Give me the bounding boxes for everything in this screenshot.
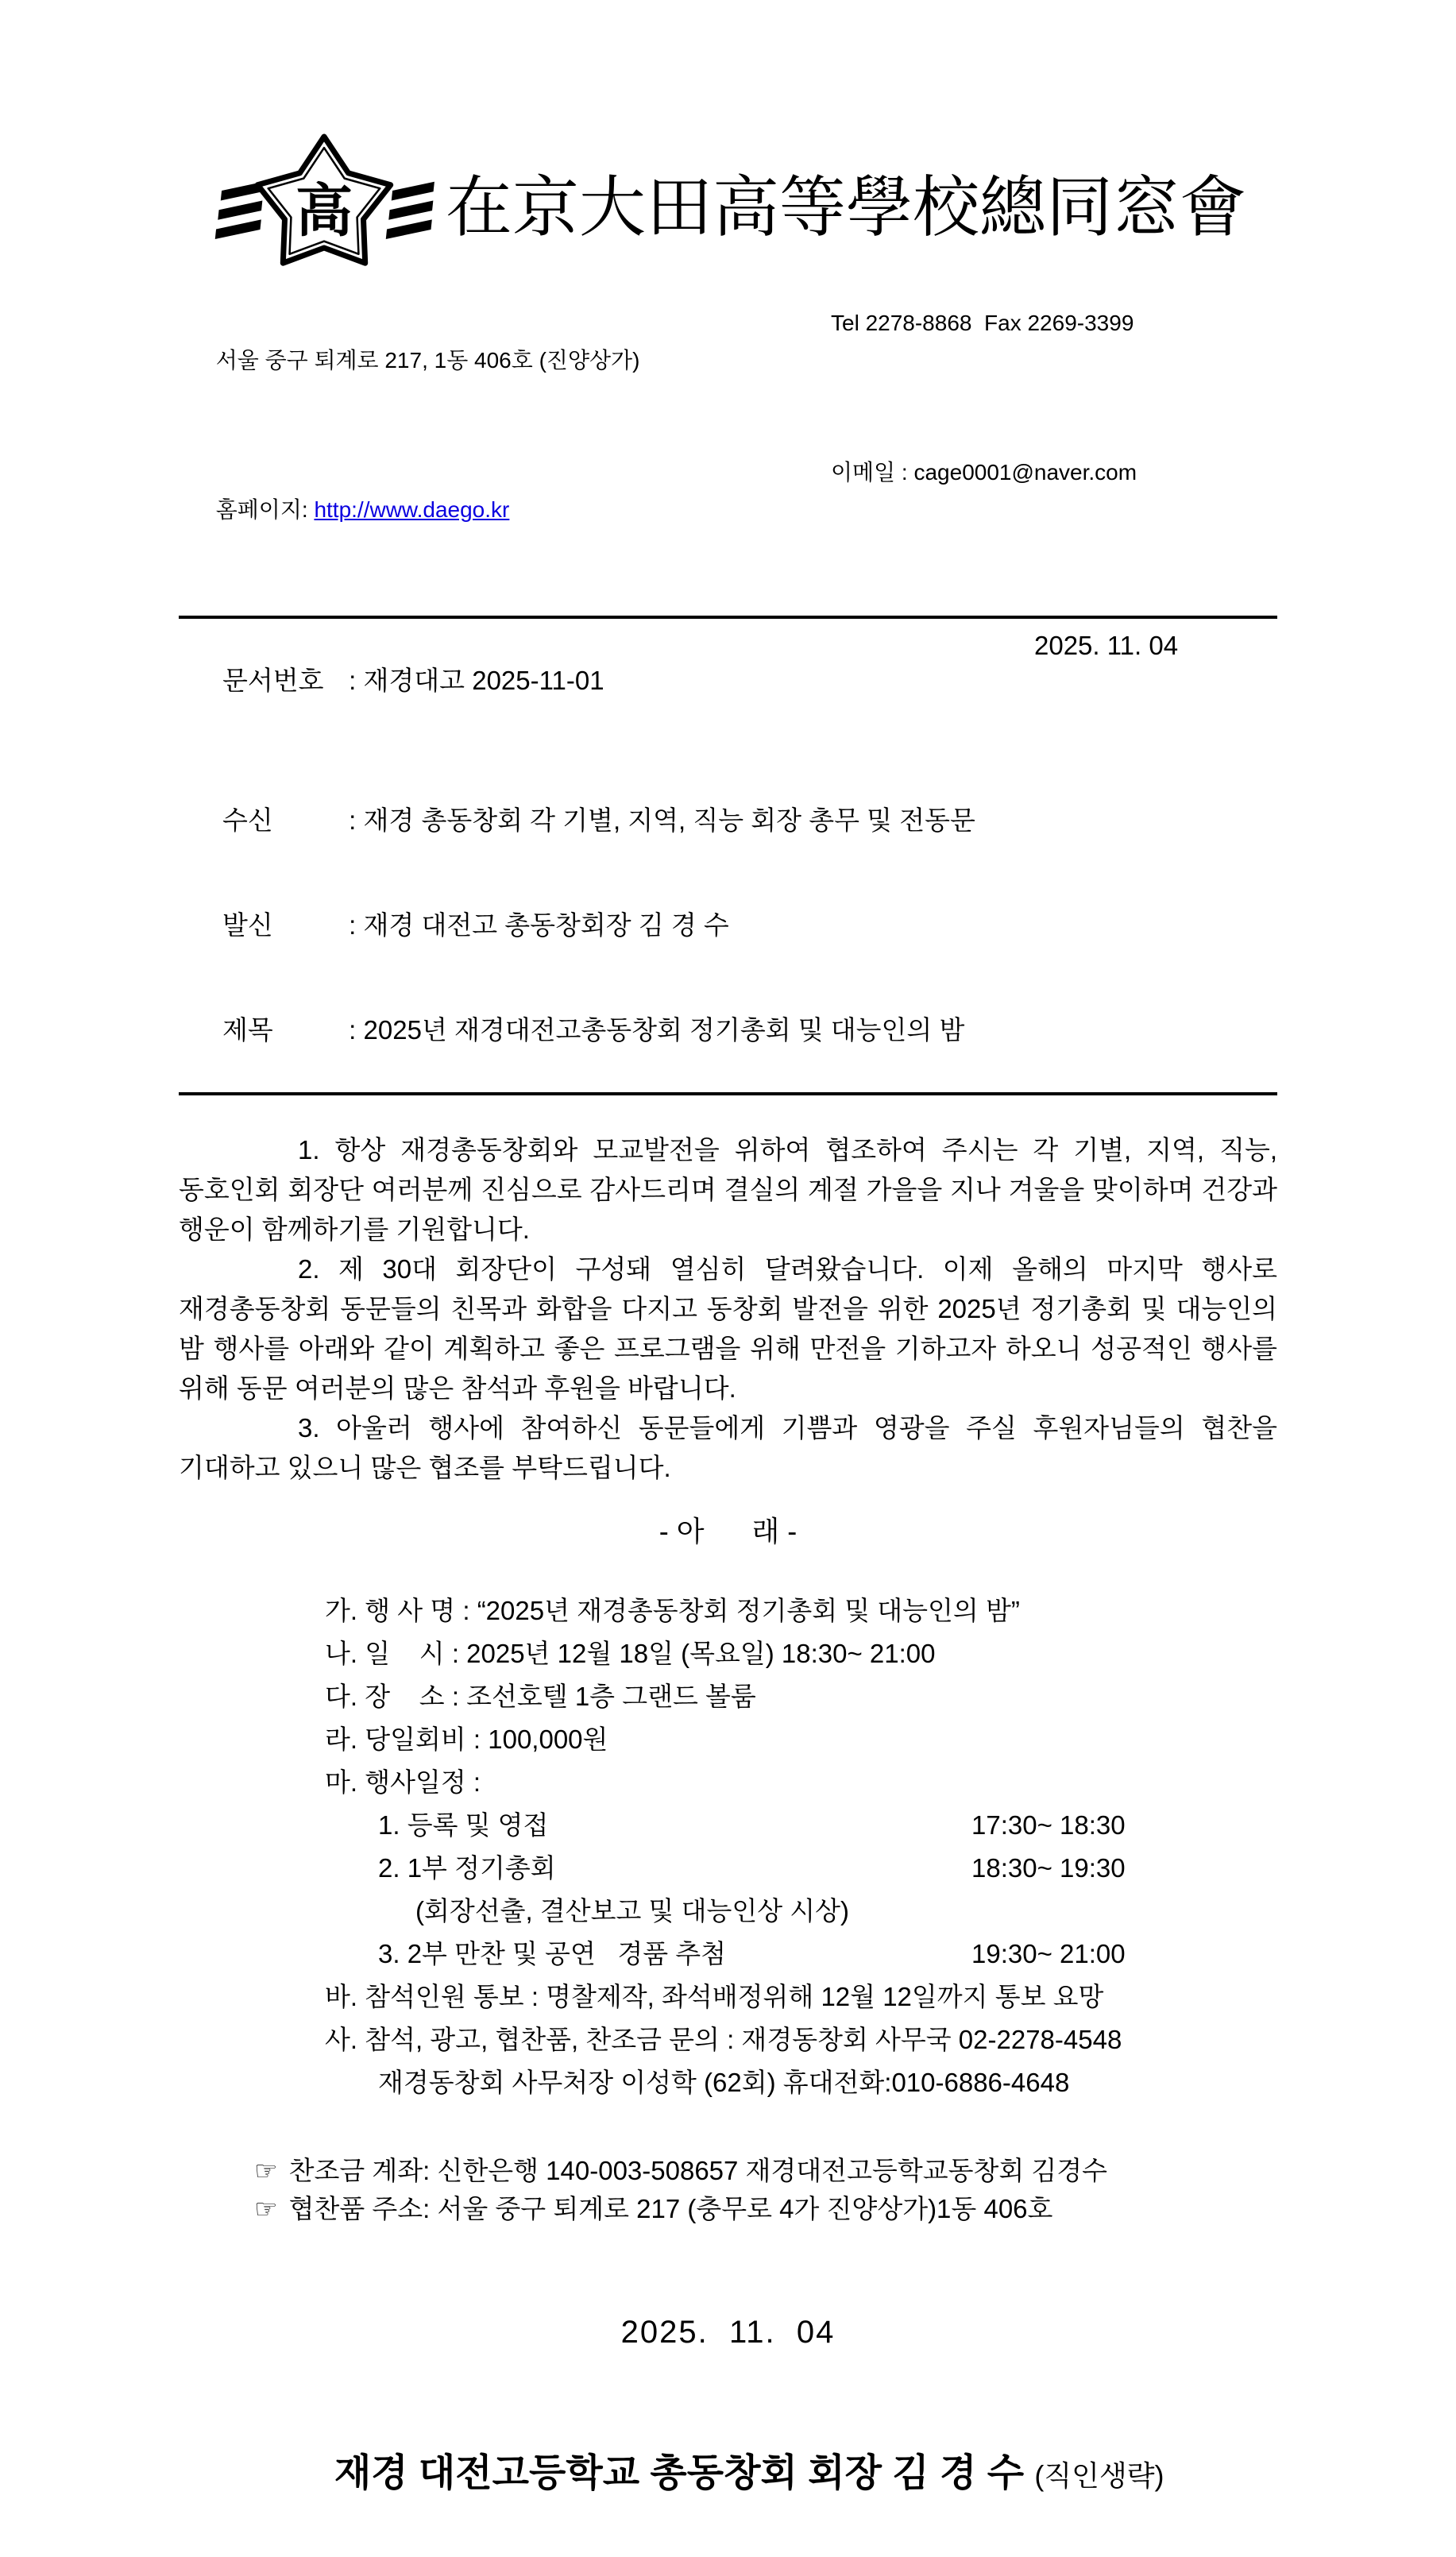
detail-text: 1. 등록 및 영접 <box>378 1810 549 1840</box>
divider-bottom <box>179 1092 1277 1095</box>
meta-value-subject: 2025년 재경대전고총동창회 정기총회 및 대능인의 밤 <box>363 1015 965 1045</box>
divider-top <box>179 616 1277 619</box>
schedule-time: 19:30~ 21:00 <box>971 1939 1126 1968</box>
footer-date: 2025. 11. 04 <box>620 2315 836 2350</box>
detail-text: 사. 참석, 광고, 협찬품, 찬조금 문의 : 재경동창회 사무국 02-2278-4548 <box>325 2025 1122 2054</box>
below-heading: - 아 래 - <box>658 1515 798 1547</box>
meta-label-docno: 문서번호 <box>222 666 324 695</box>
logo-character: 高 <box>295 176 353 245</box>
meta-colon: : <box>342 1015 364 1045</box>
meta-value-from: 재경 대전고 총동창회장 김 경 수 <box>363 910 729 940</box>
document-date: 2025. 11. 04 <box>1034 631 1179 660</box>
schedule-time: 17:30~ 18:30 <box>971 1810 1126 1840</box>
detail-text: 재경동창회 사무처장 이성학 (62회) 휴대전화:010-6886-4648 <box>378 2068 1070 2097</box>
event-details <box>179 1589 1277 2104</box>
meta-colon: : <box>342 666 364 695</box>
body-paragraph-3: 3. 아울러 행사에 참여하신 동문들에게 기쁨과 영광을 주실 후원자님들의 협찬을 기대하고 있으니 많은 협조를 부탁드립니다. <box>179 1413 1277 1482</box>
contact-row-address <box>179 304 1277 454</box>
address-text: 서울 중구 퇴계로 217, 1동 406호 (진양상가) <box>215 348 640 373</box>
detail-text: 라. 당일회비 : 100,000원 <box>325 1725 608 1754</box>
meta-value-to: 재경 총동창회 각 기별, 지역, 직능 회장 총무 및 전동문 <box>363 805 975 835</box>
letterhead <box>217 131 1277 290</box>
detail-inquiry-contact <box>179 2061 1277 2104</box>
schedule-item-note <box>179 1890 1277 1933</box>
meta-row-subject <box>179 978 1277 1083</box>
note-text: 찬조금 계좌: 신한은행 140-003-508657 재경대전고등학교동창회 김경수 <box>288 2156 1108 2185</box>
schedule-item-registration <box>179 1804 1277 1847</box>
meta-colon: : <box>342 805 364 835</box>
body-paragraph-1: 1. 항상 재경총동창회와 모교발전을 위하여 협조하여 주시는 각 기별, 지역, 직능, 동호인회 회장단 여러분께 진심으로 감사드리며 결실의 계절 가을을 지나 겨울을 맞이하며 건강과 행운이 함께하기를 기원합니다. <box>179 1135 1277 1244</box>
meta-value-docno: 재경대고 2025-11-01 <box>363 666 604 695</box>
homepage-link[interactable]: http://www.daego.kr <box>314 497 510 522</box>
seal-omitted-note: (직인생략) <box>1034 2459 1164 2492</box>
pointing-hand-icon: ☞ <box>254 2156 278 2185</box>
detail-attendance-notice <box>179 1976 1277 2018</box>
letter-body <box>179 1130 1277 1488</box>
schedule-item-dinner <box>179 1933 1277 1976</box>
schedule-item-general-meeting <box>179 1847 1277 1890</box>
meta-row-docno <box>179 628 1277 768</box>
detail-schedule-heading <box>179 1761 1277 1804</box>
meta-row-to <box>179 768 1277 873</box>
detail-text: 나. 일 시 : 2025년 12월 18일 (목요일) 18:30~ 21:00 <box>325 1639 936 1668</box>
detail-text: 3. 2부 만찬 및 공연 경품 추첨 <box>378 1939 727 1968</box>
homepage-label: 홈페이지: <box>215 497 315 522</box>
detail-text: 가. 행 사 명 : “2025년 재경총동창회 정기총회 및 대능인의 밤” <box>325 1596 1020 1625</box>
detail-date-time <box>179 1632 1277 1675</box>
detail-text: 마. 행사일정 : <box>325 1767 481 1797</box>
detail-text: 2. 1부 정기총회 <box>378 1853 556 1883</box>
organization-title: 在京大田高等學校總同窓會 <box>446 168 1247 246</box>
meta-label-from: 발신 <box>222 910 273 940</box>
note-gift-address <box>179 2190 1277 2228</box>
meta-colon: : <box>342 910 364 940</box>
pointing-hand-icon: ☞ <box>254 2194 278 2223</box>
email-text: 이메일 : cage0001@naver.com <box>831 460 1137 485</box>
detail-event-name <box>179 1589 1277 1632</box>
tel-fax-text: Tel 2278-8868 Fax 2269-3399 <box>831 311 1134 335</box>
contact-row-web <box>179 454 1277 603</box>
signer-name: 재경 대전고등학교 총동창회 회장 김 경 수 <box>334 2452 1035 2494</box>
contact-block <box>179 304 1277 603</box>
school-crest-logo <box>217 131 431 290</box>
detail-fee <box>179 1718 1277 1761</box>
detail-text: (회장선출, 결산보고 및 대능인상 시상) <box>415 1896 849 1925</box>
note-donation-account <box>179 2152 1277 2190</box>
schedule-time: 18:30~ 19:30 <box>971 1853 1126 1883</box>
detail-text: 다. 장 소 : 조선호텔 1층 그랜드 볼룸 <box>325 1682 756 1711</box>
meta-row-from <box>179 873 1277 978</box>
support-notes <box>179 2152 1277 2228</box>
document-meta <box>179 628 1277 1083</box>
detail-text: 바. 참석인원 통보 : 명찰제작, 좌석배정위해 12월 12일까지 통보 요망 <box>325 1982 1104 2011</box>
signature-line <box>179 2393 1277 2557</box>
note-text: 협찬품 주소: 서울 중구 퇴계로 217 (충무로 4가 진양상가)1동 406호 <box>288 2194 1053 2223</box>
detail-venue <box>179 1675 1277 1718</box>
meta-label-to: 수신 <box>222 805 273 835</box>
body-paragraph-2: 2. 제 30대 회장단이 구성돼 열심히 달려왔습니다. 이제 올해의 마지막 행사로 재경총동창회 동문들의 친목과 화합을 다지고 동창회 발전을 위한 2025년 정기총회 및 대능인의 밤 행사를 아래와 같이 계획하고 좋은 프로그램을 위해 만전을 기하고자 하오니 성공적인 행사를 위해 동문 여러분의 많은 참석과 후원을 바랍니다. <box>179 1254 1277 1403</box>
detail-inquiry <box>179 2018 1277 2061</box>
meta-label-subject: 제목 <box>222 1015 273 1045</box>
